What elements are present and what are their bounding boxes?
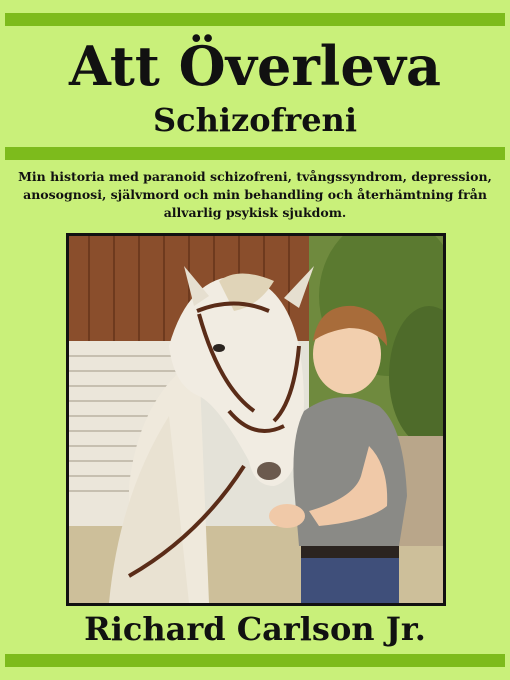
bottom-green-band bbox=[5, 654, 505, 667]
book-blurb: Min historia med paranoid schizofreni, tvångssyndrom, depression, anosognosi, självmord och min behandling och återhämtning från allvarlig psykisk sjukdom. bbox=[18, 169, 492, 220]
book-subtitle: Schizofreni bbox=[153, 101, 357, 139]
cover-photo bbox=[69, 236, 443, 603]
cover-photo-frame bbox=[66, 233, 446, 606]
book-author: Richard Carlson Jr. bbox=[84, 610, 426, 648]
top-green-band bbox=[5, 13, 505, 26]
book-title: Att Överleva bbox=[68, 34, 442, 98]
middle-green-band bbox=[5, 147, 505, 160]
photo-boy-with-horse bbox=[69, 236, 443, 603]
